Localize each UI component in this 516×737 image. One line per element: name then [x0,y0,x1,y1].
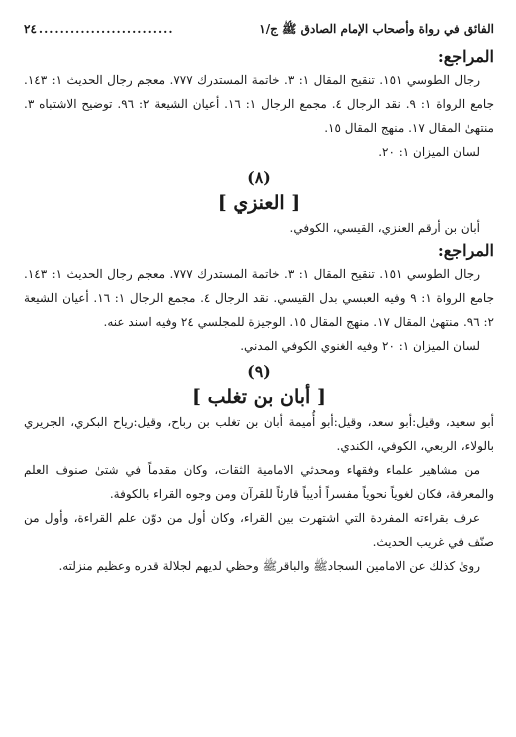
references-paragraph: لسان الميزان ١: ٢٠. [378,145,480,159]
entry-title-text: أبان بن تغلب [207,386,311,408]
references-heading: المراجع: [437,47,494,66]
entry-number: (٩) [247,362,271,381]
running-header-title: الفائق في رواة وأصحاب الإمام الصادق ﷺ ج/١ [259,22,494,36]
entry-title [24,384,494,410]
running-header-dots: .......................... [38,22,174,36]
entry-title-bracket: ] [217,192,227,214]
references-paragraph: رجال الطوسي ١٥١. تنقيح المقال ١: ٣. خاتمة المستدرك ٧٧٧. معجم رجال الحديث ١: ١٤٣. جامع الرواة ١: ٩. نقد الرجال ٤. مجمع الرجال ١: ١٦. أعيان الشيعة ٢: ٩٦. توضيح الاشتباه ٣. منتهىٰ المقال ١٧. منهج المقال ١٥. [24,73,494,135]
body-paragraph: من مشاهير علماء وفقهاء ومحدثي الامامية الثقات، وكان مقدماً في شتىٰ صنوف العلم والمعرفة، فكان لغوياً نحوياً مفسراً أديباً قارئاً للقرآن ومن وجوه القراء بالكوفة. [24,463,494,501]
references-heading: المراجع: [437,241,494,260]
entry-title-bracket: [ [291,192,301,214]
references-paragraph: لسان الميزان ١: ٢٠ وفيه الغنوي الكوفي المدني. [240,339,480,353]
body-paragraph: روىٰ كذلك عن الامامين السجادﷺ والباقرﷺ وحظي لديهم لجلالة قدره وعظيم منزلته. [58,559,480,573]
entry-title-bracket: ] [192,386,202,408]
entry-title-text: العنزي [233,192,285,214]
entry-number: (٨) [247,168,271,187]
body-paragraph: عرف بقراءته المفردة التي اشتهرت بين القراء، وكان أول من دوّن علم القراءة، وأول من صنّف في غريب الحديث. [24,511,494,549]
references-paragraph: رجال الطوسي ١٥١. تنقيح المقال ١: ٣. خاتمة المستدرك ٧٧٧. معجم رجال الحديث ١: ١٤٣. جامع الرواة ١: ٩ وفيه العبسي بدل القيسي. نقد الرجال ٤. مجمع الرجال ١: ١٦. أعيان الشيعة ٢: ٩٦. منتهىٰ المقال ١٧. منهج المقال ١٥. الوجيزة للمجلسي ٢٤ وفيه اسند عنه. [24,267,494,329]
entry-description: أبان بن أرقم العنزي، القيسي، الكوفي. [289,221,480,235]
entry-title-bracket: [ [316,386,326,408]
book-page [24,18,494,726]
running-header [24,18,494,40]
entry-title [24,190,494,216]
page-number: ٢٤ [24,22,37,36]
body-paragraph: أبو سعيد، وقيل:أبو سعد، وقيل:أبو أُميمة أبان بن تغلب بن رباح، وقيل:رياح البكري، الجريري بالولاء، الربعي، الكوفي، الكندي. [24,415,494,453]
